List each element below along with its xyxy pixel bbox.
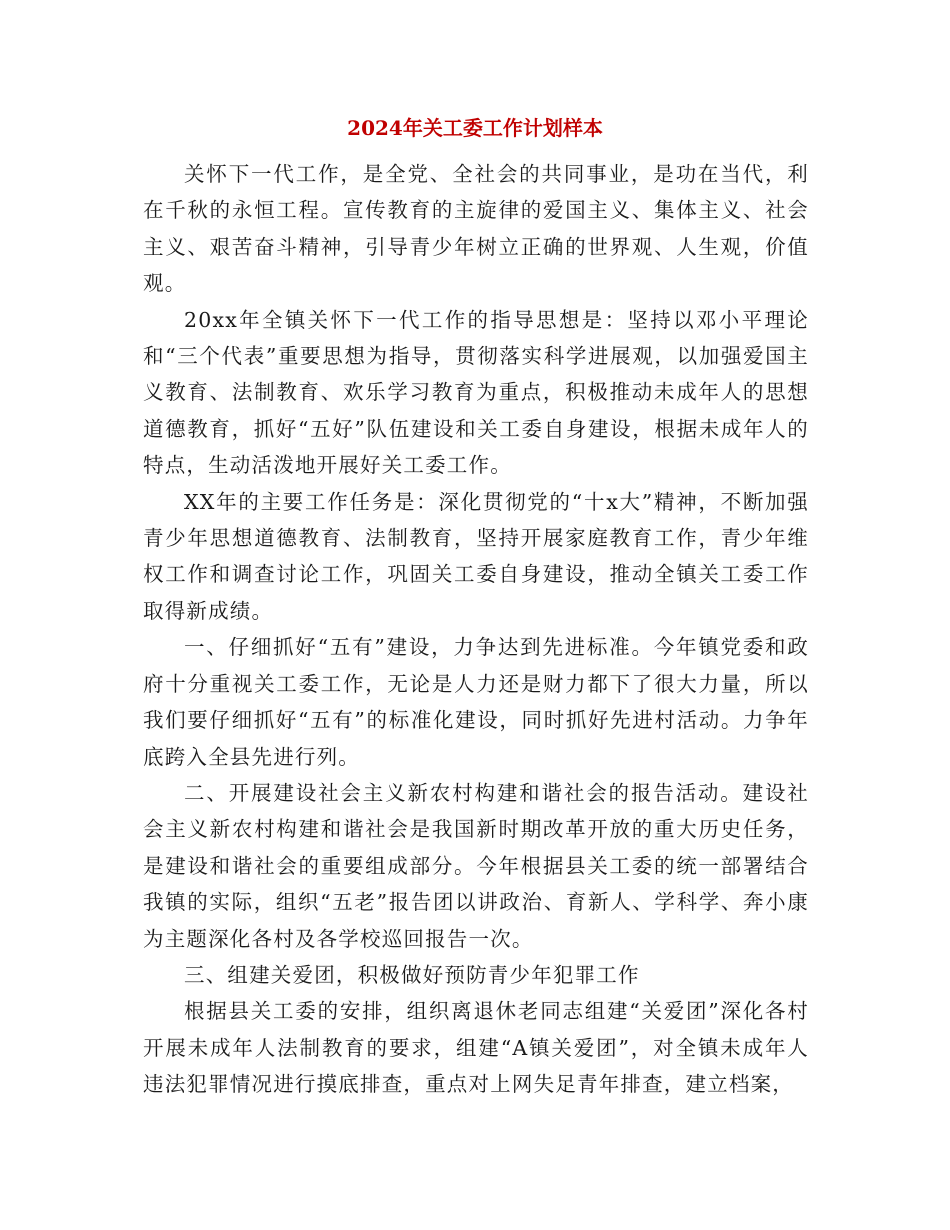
document-title: 2024年关工委工作计划样本 — [347, 116, 603, 140]
paragraph-section-two: 二、开展建设社会主义新农村构建和谐社会的报告活动。建设社会主义新农村构建和谐社会是我国新时期改革开放的重大历史任务，是建设和谐社会的重要组成部分。今年根据县关工委的统一部署结合我镇的实际，组织“五老”报告团以讲政治、育新人、学科学、奔小康为主题深化各村及各学校巡回报告一次。 — [143, 780, 809, 951]
paragraph-section-three-heading: 三、组建关爱团，积极做好预防青少年犯罪工作 — [184, 962, 640, 987]
paragraph-intro: 关怀下一代工作，是全党、全社会的共同事业，是功在当代，利在千秋的永恒工程。宣传教育的主旋律的爱国主义、集体主义、社会主义、艰苦奋斗精神，引导青少年树立正确的世界观、人生观，价值观。 — [143, 162, 809, 296]
document-body — [143, 156, 809, 1103]
paragraph-section-three-body: 根据县关工委的安排，组织离退休老同志组建“关爱团”深化各村开展未成年人法制教育的要求，组建“A镇关爱团”，对全镇未成年人违法犯罪情况进行摸底排查，重点对上网失足青年排查，建立档案， — [143, 999, 809, 1097]
paragraph-guiding-thought: 20xx年全镇关怀下一代工作的指导思想是：坚持以邓小平理论和“三个代表”重要思想为指导，贯彻落实科学进展观，以加强爱国主义教育、法制教育、欢乐学习教育为重点，积极推动未成年人的思想道德教育，抓好“五好”队伍建设和关工委自身建设，根据未成年人的特点，生动活泼地开展好关工委工作。 — [143, 307, 809, 478]
paragraph-section-one: 一、仔细抓好“五有”建设，力争达到先进标准。今年镇党委和政府十分重视关工委工作，无论是人力还是财力都下了很大力量，所以我们要仔细抓好“五有”的标准化建设，同时抓好先进村活动。力争年底跨入全县先进行列。 — [143, 635, 809, 769]
paragraph-main-tasks: XX年的主要工作任务是：深化贯彻党的“十x大”精神，不断加强青少年思想道德教育、法制教育，坚持开展家庭教育工作，青少年维权工作和调查讨论工作，巩固关工委自身建设，推动全镇关工委工作取得新成绩。 — [143, 489, 809, 623]
